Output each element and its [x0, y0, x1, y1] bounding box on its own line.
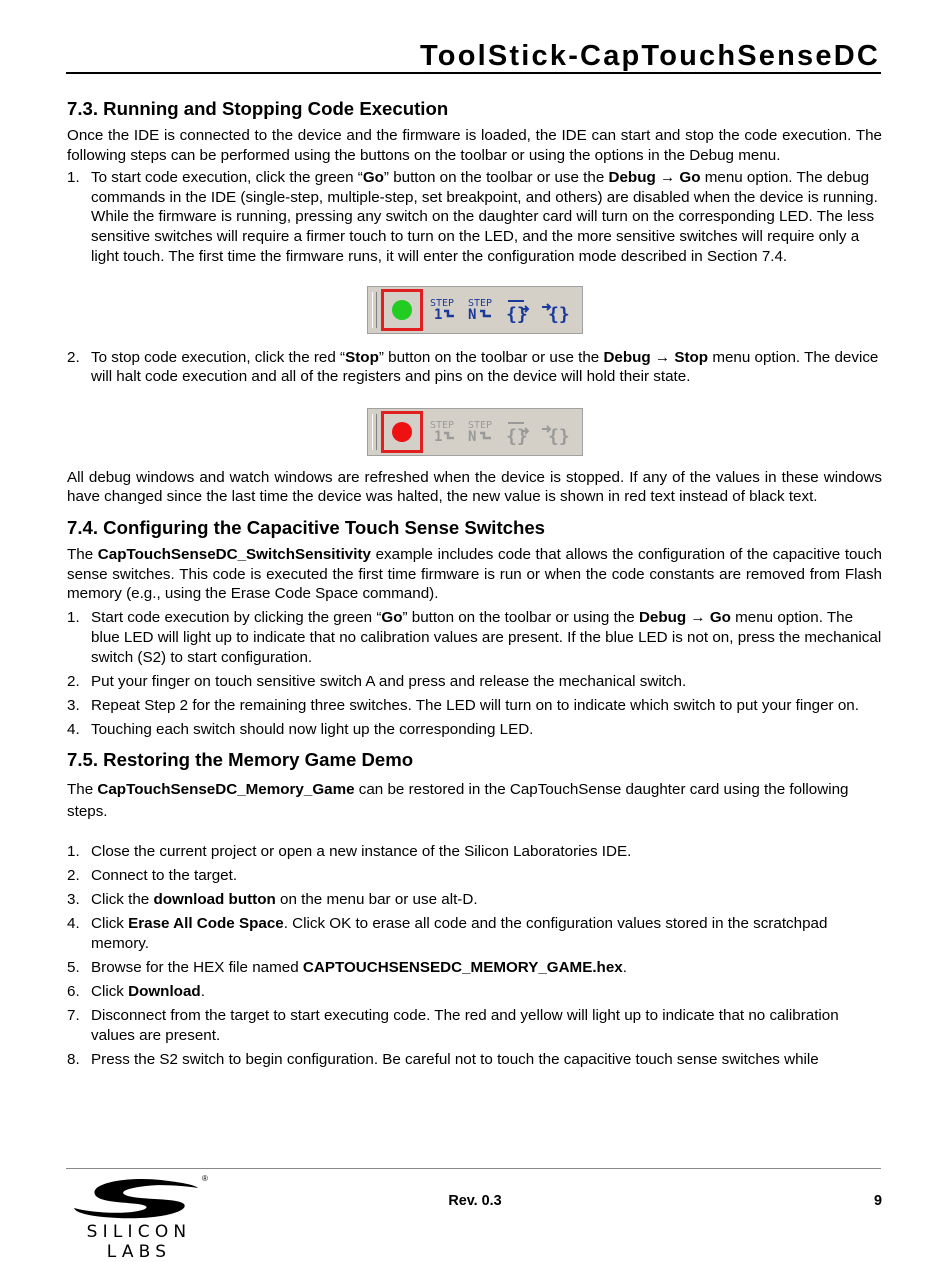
bold-run: Stop [674, 348, 709, 366]
list-item-text: Disconnect from the target to start executing code. The red and yellow will light up to indicate that no calibration values are present. [91, 1007, 839, 1044]
list-item-text: Repeat Step 2 for the remaining three switches. The LED will turn on to indicate which switch to put your finger on. [91, 696, 859, 714]
list-item-number: 1. [67, 842, 80, 860]
section-7-4-steps [67, 608, 882, 739]
svg-text:STEP: STEP [429, 298, 454, 310]
debug-toolbar-running [367, 286, 583, 334]
list-item-number: 5. [67, 958, 80, 976]
text-run: Browse for the HEX file named [91, 958, 303, 976]
text-run: ” button on the toolbar or using the [402, 609, 639, 627]
list-item-number: 3. [67, 696, 80, 714]
text-run: The [67, 546, 98, 564]
section-7-4-intro [67, 545, 882, 604]
list-item [67, 696, 882, 716]
list-item-number: 4. [67, 720, 80, 738]
bold-run: CapTouchSenseDC_SwitchSensitivity [97, 546, 371, 564]
text-run: Click the [91, 891, 154, 909]
arrow-glyph: → [686, 609, 710, 627]
stop-icon [392, 422, 412, 442]
list-item-number: 3. [67, 891, 80, 909]
list-item [67, 672, 882, 692]
text-run: ” button on the toolbar or use the [378, 348, 604, 366]
list-item-number: 2. [67, 866, 80, 884]
svg-text:N: N [467, 307, 476, 324]
revision-label: Rev. 0.3 [448, 1193, 502, 1209]
bold-run: Debug [603, 348, 651, 366]
list-item [67, 958, 882, 978]
step-n-icon [468, 298, 492, 323]
text-run: . Click OK to erase all code and the configuration values stored in the scratchpad memory. [91, 915, 828, 952]
silicon-labs-logo [66, 1174, 212, 1262]
section-heading-7-4: 7.4. Configuring the Capacitive Touch Sense Switches [67, 517, 546, 539]
svg-text:STEP: STEP [429, 419, 454, 431]
step-1-icon [430, 420, 454, 445]
section-7-5-intro [67, 779, 882, 823]
list-item-number: 6. [67, 982, 80, 1000]
list-item [67, 866, 882, 886]
list-item [67, 1050, 882, 1070]
svg-text:{}: {} [505, 304, 528, 326]
list-item-number: 2. [67, 672, 80, 690]
arrow-glyph: → [655, 169, 680, 187]
bold-run: Debug [608, 169, 656, 187]
svg-text:{}: {} [547, 304, 570, 326]
svg-text:{}: {} [505, 425, 528, 447]
bold-run: Debug [638, 609, 687, 627]
list-item-text: Close the current project or open a new instance of the Silicon Laboratories IDE. [91, 842, 632, 860]
document-header-title: ToolStick-CapTouchSenseDC [420, 40, 880, 72]
text-run: Start code execution by clicking the green “ [91, 609, 382, 627]
bold-run: download button [153, 891, 276, 909]
text-run: on the menu bar or use alt-D. [275, 891, 478, 909]
list-item-text: Connect to the target. [91, 866, 238, 884]
text-run: menu option. The blue LED will light up to indicate that no calibration values are present. If the blue LED is not on, press the mechanical switch (S2) to start configuration. [91, 609, 882, 666]
run-to-cursor-icon [542, 304, 570, 325]
svg-text:1: 1 [433, 428, 442, 445]
svg-text:N: N [467, 428, 476, 445]
toolbar-grip [372, 292, 377, 328]
toolbar-step-icons [430, 295, 580, 327]
svg-text:STEP: STEP [467, 298, 492, 310]
list-item [67, 982, 882, 1002]
text-run: The [67, 781, 98, 799]
bold-run: CAPTOUCHSENSEDC_MEMORY_GAME.hex [302, 958, 623, 976]
list-item-text: Touching each switch should now light up the corresponding LED. [91, 720, 534, 738]
svg-text:1: 1 [433, 307, 442, 324]
page-content [67, 97, 882, 1069]
bold-run: Download [128, 982, 201, 1000]
text-run: To start code execution, click the green “ [91, 169, 363, 187]
svg-text:{}: {} [547, 425, 570, 447]
go-icon [392, 300, 412, 320]
text-run: Click [91, 982, 129, 1000]
section-7-3-steps-cont [67, 348, 882, 387]
list-item [67, 914, 882, 953]
section-7-3-outro: All debug windows and watch windows are refreshed when the device is stopped. If any of the values in these windows have changed since the last time the device was halted, the new value is shown in red text instead of black text. [67, 468, 882, 506]
bold-run: Go [362, 169, 384, 187]
page-number: 9 [873, 1193, 882, 1209]
bold-run: CapTouchSenseDC_Memory_Game [97, 781, 355, 799]
text-run: menu option. The debug commands in the IDE (single-step, multiple-step, set breakpoint, and others) are disabled when the device is running. While the firmware is running, pressing any switch on the daughter card will turn on the corresponding LED. The less sensitive switches will require a firmer touch to turn on the LED, and the more sensitive switches will require only a light touch. The first time the firmware runs, it will enter the configuration mode described in Section 7.4. [91, 169, 878, 265]
bold-run: Stop [345, 348, 379, 366]
text-run: To stop code execution, click the red “ [91, 348, 346, 366]
section-heading-7-3: 7.3. Running and Stopping Code Execution [67, 98, 449, 119]
text-run: Click [91, 915, 129, 933]
section-7-3-steps [67, 168, 882, 266]
list-item-number: 4. [67, 915, 80, 933]
list-item [67, 608, 882, 667]
text-run: . [622, 958, 627, 976]
bold-run: Go [709, 609, 731, 627]
bold-run: Go [381, 609, 403, 627]
list-item-number: 2. [67, 348, 80, 366]
text-run: . [200, 982, 205, 1000]
section-7-5-steps [67, 842, 882, 1069]
svg-text:STEP: STEP [467, 419, 492, 431]
section-7-3-intro: Once the IDE is connected to the device and the firmware is loaded, the IDE can start and stop the code execution. The following steps can be performed using the buttons on the toolbar or using the options in the Debug menu. [67, 127, 882, 164]
list-item-text: Press the S2 switch to begin configuration. Be careful not to touch the capacitive touch sense switches while [91, 1050, 819, 1068]
step-over-icon [506, 423, 528, 447]
list-item [67, 348, 882, 387]
step-n-icon [468, 420, 492, 445]
list-item [67, 842, 882, 862]
bold-run: Erase All Code Space [128, 915, 284, 933]
text-run: ” button on the toolbar or use the [383, 169, 609, 187]
list-item [67, 168, 882, 266]
logo-wordmark: SILICON LABS [86, 1222, 192, 1262]
section-heading-7-5: 7.5. Restoring the Memory Game Demo [67, 749, 414, 771]
debug-toolbar-halted [367, 408, 583, 456]
list-item-number: 7. [67, 1007, 80, 1025]
list-item [67, 720, 882, 740]
text-run: example includes code that allows the configuration of the capacitive touch sense switches. This code is executed the first time firmware is run or when the code constants are removed from Flash memory (e.g., using the Erase Code Space command). [67, 546, 882, 603]
run-to-cursor-icon [542, 426, 570, 447]
text-run: menu option. The device will halt code execution and all of the registers and pins on the device will hold their state. [91, 348, 879, 386]
arrow-glyph: → [650, 348, 675, 366]
text-run: can be restored in the CapTouchSense daughter card using the following steps. [67, 781, 849, 821]
list-item-number: 1. [67, 169, 80, 187]
list-item-number: 8. [67, 1050, 80, 1068]
bold-run: Go [679, 169, 701, 187]
go-button[interactable] [381, 289, 423, 331]
toolbar-step-icons-disabled [430, 417, 580, 449]
header-rule [66, 72, 881, 74]
stop-button[interactable] [381, 411, 423, 453]
step-1-icon [430, 298, 454, 323]
list-item [67, 1006, 882, 1045]
footer-rule [66, 1168, 881, 1169]
step-over-icon [506, 301, 528, 325]
list-item [67, 890, 882, 910]
toolbar-grip [372, 414, 377, 450]
registered-mark: ® [202, 1174, 208, 1183]
list-item-number: 1. [67, 609, 80, 627]
list-item-text: Put your finger on touch sensitive switch A and press and release the mechanical switch. [91, 672, 687, 690]
